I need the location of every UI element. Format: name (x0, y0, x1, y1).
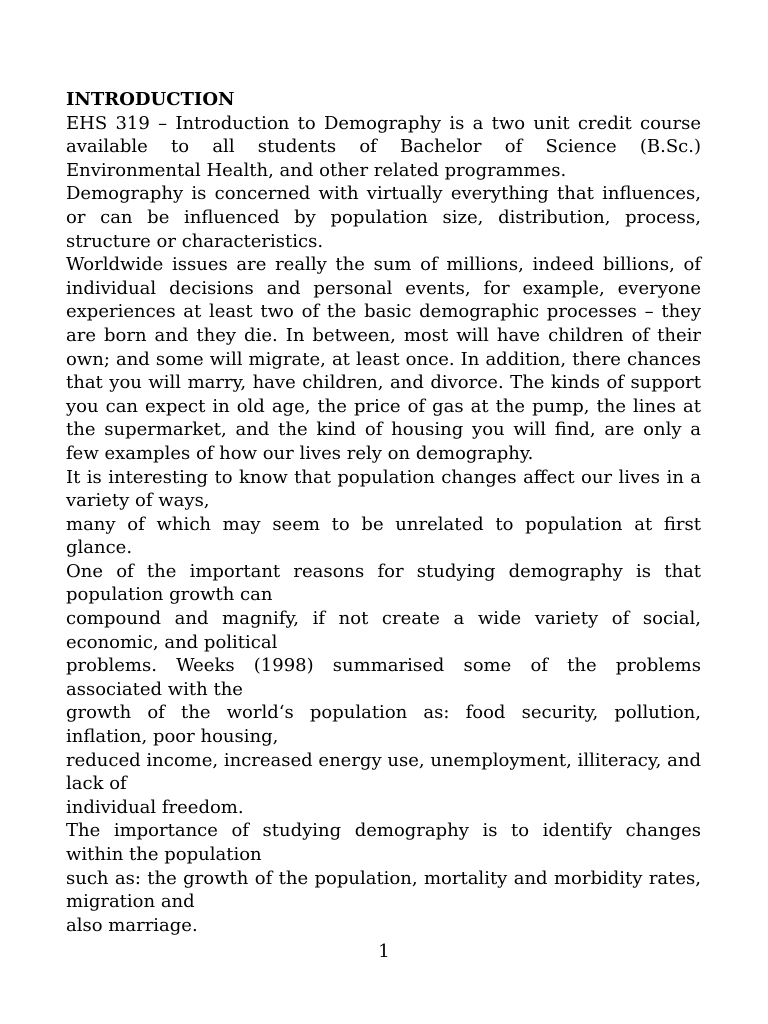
paragraph-reduced-income: reduced income, increased energy use, unemployment, illiteracy, and lack of (66, 749, 701, 795)
paragraph-reasons-for-study: One of the important reasons for studying demography is that population growth can (66, 560, 701, 606)
paragraph-worldwide-issues: Worldwide issues are really the sum of millions, indeed billions, of individual decisions and personal events, for example, everyone experiences at least two of the basic demographic processes – they are born and they die. In between, most will have children of their own; and some will migrate, at least once. In addition, there chances that you will marry, have children, and divorce. The kinds of support you can expect in old age, the price of gas at the pump, the lines at the supermarket, and the kind of housing you will find, are only a few examples of how our lives rely on demography. (66, 254, 701, 464)
paragraph-population-changes: It is interesting to know that population changes affect our lives in a variety of ways, (66, 466, 701, 512)
paragraph-demography-definition: Demography is concerned with virtually everything that influences, or can be influenced by population size, distribution, process, structure or characteristics. (66, 183, 701, 252)
page-body (66, 88, 701, 937)
paragraph-compound-problems: compound and magnify, if not create a wide variety of social, economic, and political (66, 608, 701, 653)
paragraph-course-description: EHS 319 – Introduction to Demography is a two unit credit course available to all students of Bachelor of Science (B.Sc.) Environmental Health, and other related programmes. (66, 112, 701, 181)
paragraph-growth-problems: growth of the world‘s population as: food security, pollution, inflation, poor housing, (66, 702, 701, 748)
paragraph-individual-freedom: individual freedom. (66, 796, 244, 818)
paragraph-marriage: also marriage. (66, 914, 198, 936)
page-number: 1 (378, 941, 390, 962)
paragraph-importance-of-study: The importance of studying demography is to identify changes within the population (66, 820, 701, 865)
paragraph-unrelated-at-first-glance: many of which may seem to be unrelated to population at first glance. (66, 513, 701, 559)
paragraph-weeks-summary: problems. Weeks (1998) summarised some of the problems associated with the (66, 655, 701, 700)
paragraph-growth-mortality-migration: such as: the growth of the population, mortality and morbidity rates, migration and (66, 867, 701, 913)
section-heading: INTRODUCTION (66, 89, 235, 110)
